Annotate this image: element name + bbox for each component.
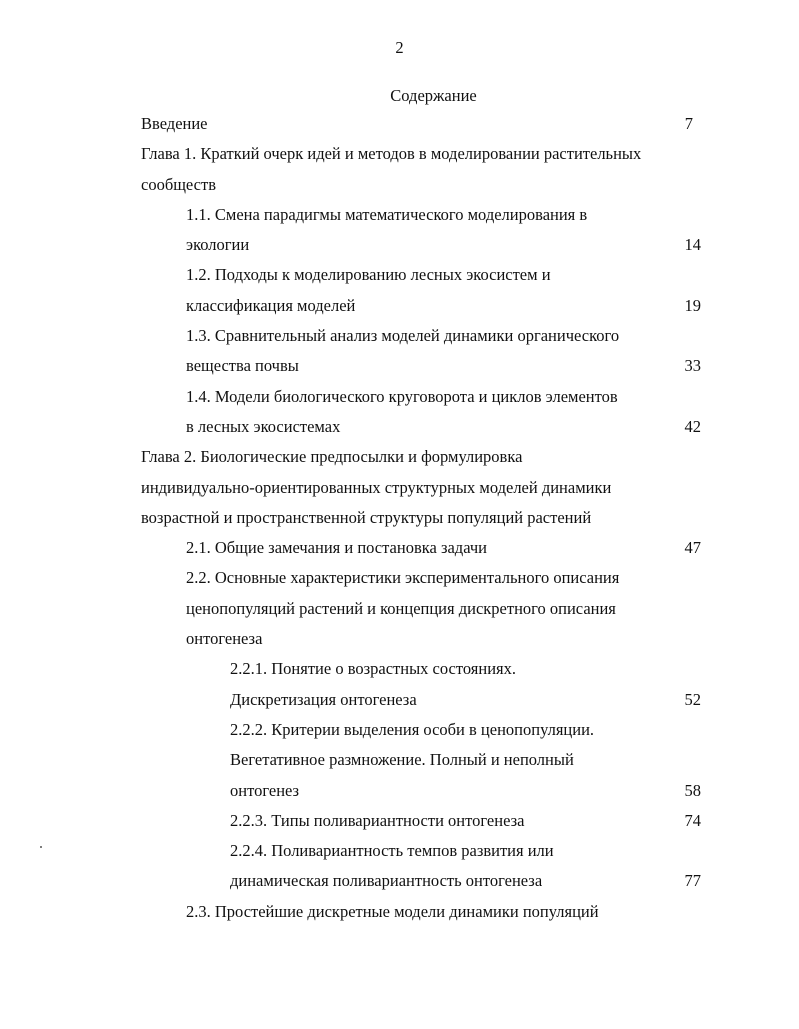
toc-entry-line: Глава 2. Биологические предпосылки и формулировка <box>141 447 523 467</box>
toc-entry-line: Глава 1. Краткий очерк идей и методов в моделировании растительных <box>141 144 642 164</box>
toc-entry-line: 1.3. Сравнительный анализ моделей динамики органического <box>186 326 620 346</box>
toc-entry <box>0 563 799 654</box>
toc-page-number: 77 <box>684 871 701 891</box>
toc-entry-line: ценопопуляций растений и концепция дискретного описания <box>186 598 616 618</box>
toc-entry-line: 1.1. Смена парадигмы математического моделирования в <box>186 204 588 224</box>
toc-entry-line: 2.2.1. Понятие о возрастных состояниях. <box>230 659 516 679</box>
toc-entry-line: Дискретизация онтогенеза <box>230 689 417 709</box>
toc-entry-line: Вегетативное размножение. Полный и неполный <box>230 750 574 770</box>
toc-entry-line: индивидуально-ориентированных структурных моделей динамики <box>141 477 612 497</box>
toc-page-number: 42 <box>684 416 701 436</box>
toc-page-number: 52 <box>684 689 701 709</box>
toc-entry-line: 2.1. Общие замечания и постановка задачи <box>186 538 487 558</box>
toc-entry-line: онтогенеза <box>186 629 263 649</box>
scan-speck <box>40 846 42 848</box>
toc-page-number: 47 <box>684 538 701 558</box>
toc-entry-line: классификация моделей <box>186 295 356 315</box>
toc-entry-line: онтогенез <box>230 780 300 800</box>
toc-entry-line: динамическая поливариантность онтогенеза <box>230 871 543 891</box>
toc-entry-line: в лесных экосистемах <box>186 416 341 436</box>
toc-page-number: 33 <box>684 356 701 376</box>
toc-entry <box>0 836 799 897</box>
toc-entry-line: 2.2. Основные характеристики экспериментального описания <box>186 568 620 588</box>
toc-entry-line: возрастной и пространственной структуры популяций растений <box>141 507 592 527</box>
toc-entry-line: 1.2. Подходы к моделированию лесных экосистем и <box>186 265 551 285</box>
toc-entry-line: 2.2.4. Поливариантность темпов развития или <box>230 841 554 861</box>
toc-entry-line: 2.2.3. Типы поливариантности онтогенеза <box>230 810 525 830</box>
toc-entry-line: 2.3. Простейшие дискретные модели динамики популяций <box>186 901 599 921</box>
toc-page-number: 19 <box>684 295 701 315</box>
toc-entry <box>0 533 799 563</box>
toc-entry-line: 2.2.2. Критерии выделения особи в ценопопуляции. <box>230 719 595 739</box>
toc-entry <box>0 260 799 321</box>
toc-entry <box>0 442 799 533</box>
toc-entry <box>0 806 799 836</box>
toc-entry <box>0 715 799 806</box>
toc-page-number: 14 <box>684 235 701 255</box>
page-number: 2 <box>395 38 404 57</box>
toc-entry <box>0 139 799 200</box>
toc-page-number: 74 <box>684 810 701 830</box>
toc-entry <box>0 382 799 443</box>
table-of-contents <box>0 109 799 927</box>
toc-page-number: 7 <box>684 114 693 133</box>
toc-entry-line: 1.4. Модели биологического круговорота и циклов элементов <box>186 386 618 406</box>
toc-entry-line: вещества почвы <box>186 356 299 376</box>
toc-entry <box>0 200 799 261</box>
toc-entry-line: Введение <box>141 114 208 133</box>
toc-entry <box>0 109 799 139</box>
toc-entry-line: сообществ <box>141 174 216 194</box>
toc-page-number: 58 <box>684 780 701 800</box>
toc-entry <box>0 321 799 382</box>
toc-entry <box>0 897 799 927</box>
toc-entry <box>0 654 799 715</box>
toc-entry-line: экологии <box>186 235 250 255</box>
toc-title: Содержание <box>390 86 477 105</box>
